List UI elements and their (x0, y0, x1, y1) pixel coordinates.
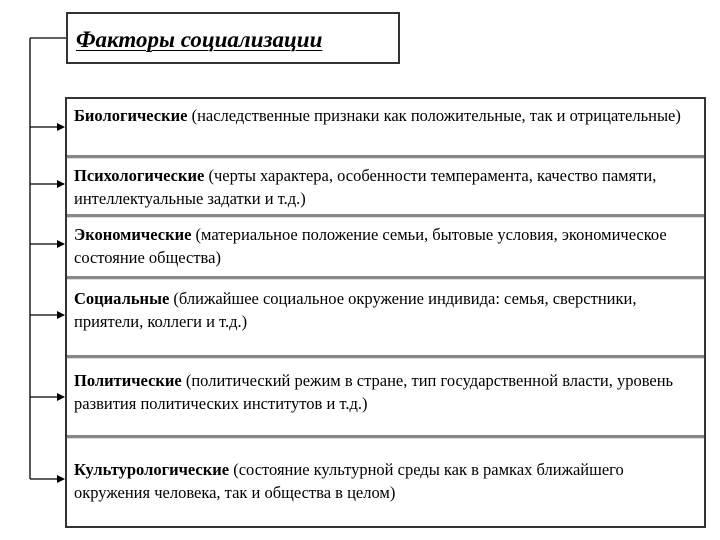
title-box (66, 12, 400, 64)
factor-biological (67, 99, 704, 128)
separator (67, 435, 704, 439)
factor-description: (наследственные признаки как положительные, так и отрицательные) (187, 106, 681, 125)
factor-description: (политический режим в стране, тип государственной власти, уровень развития политических институтов и т.д.) (74, 371, 674, 413)
factor-name: Политические (74, 371, 182, 390)
factors-box (65, 97, 706, 528)
factor-name: Культурологические (74, 460, 230, 479)
factor-psychological (67, 159, 704, 210)
factor-name: Биологические (74, 106, 188, 125)
factor-name: Экономические (74, 225, 192, 244)
factor-description: (черты характера, особенности темперамента, качество памяти, интеллектуальные задатки и т.д.) (74, 166, 657, 208)
factor-description: (ближайшее социальное окружение индивида: семья, сверстники, приятели, коллеги и т.д.) (74, 289, 637, 331)
factor-cultural (67, 453, 704, 504)
factor-political (67, 364, 704, 415)
factor-description: (состояние культурной среды как в рамках ближайшего окружения человека, так и общества в целом) (74, 460, 624, 502)
separator (67, 276, 704, 280)
factor-economic (67, 218, 704, 269)
factor-name: Психологические (74, 166, 205, 185)
factor-name: Социальные (74, 289, 170, 308)
diagram-title: Факторы социализации (76, 27, 323, 52)
factor-description: (материальное положение семьи, бытовые условия, экономическое состояние общества) (74, 225, 667, 267)
separator (67, 355, 704, 359)
factor-social (67, 282, 704, 333)
